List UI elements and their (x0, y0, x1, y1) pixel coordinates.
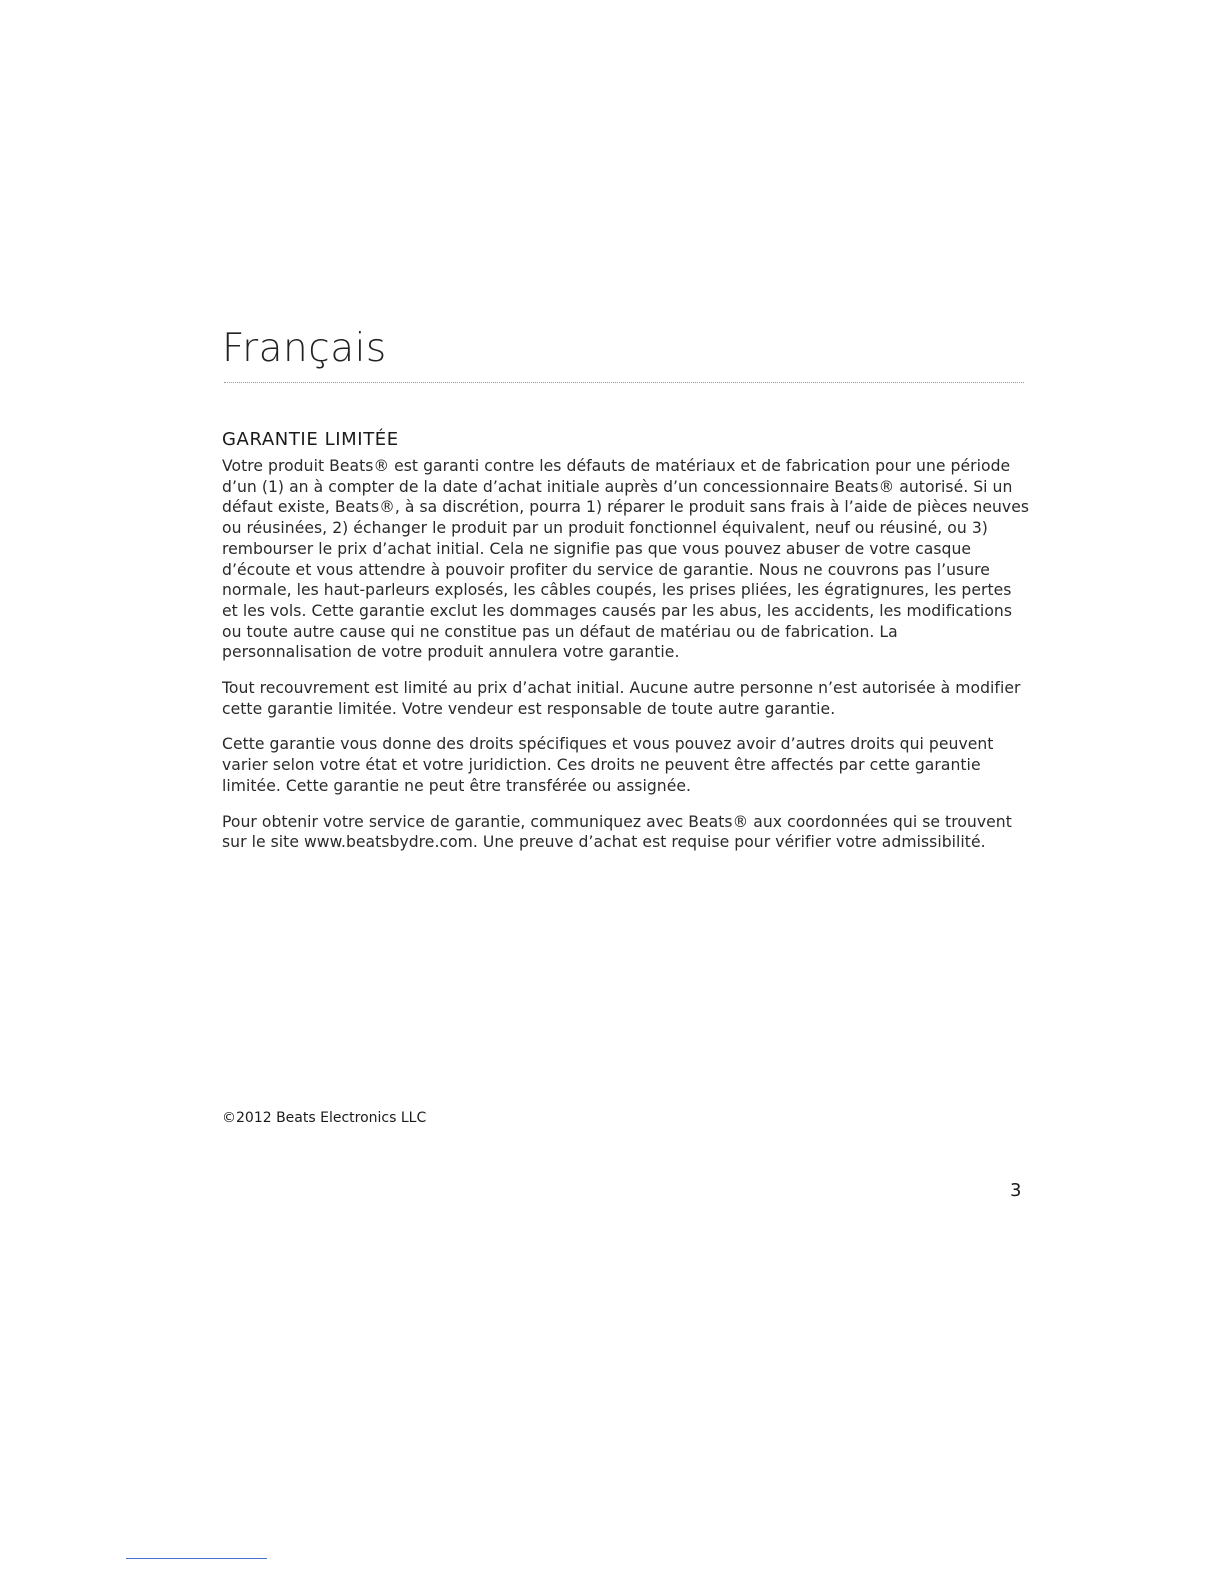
paragraph-recovery-limit: Tout recouvrement est limité au prix d’achat initial. Aucune autre personne n’est autorisée à modifier cette garantie limitée. Votre vendeur est responsable de toute autre garantie. (222, 679, 1021, 718)
page-number: 3 (1010, 1180, 1022, 1201)
title-divider (224, 382, 1024, 383)
footnote-divider (126, 1558, 267, 1559)
paragraph-specific-rights: Cette garantie vous donne des droits spécifiques et vous pouvez avoir d’autres droits qui peuvent varier selon votre état et votre juridiction. Ces droits ne peuvent être affectés par cette garantie limitée. Cette garantie ne peut être transférée ou assignée. (222, 735, 994, 795)
page-title: Français (222, 326, 387, 371)
paragraph-warranty-terms: Votre produit Beats® est garanti contre les défauts de matériaux et de fabrication pour une période d’un (1) an à compter de la date d’achat initiale auprès d’un concessionnaire Beats® autorisé. Si un défaut existe, Beats®, à sa discrétion, pourra 1) réparer le produit sans frais à l’aide de pièces neuves ou réusinées, 2) échanger le produit par un produit fonctionnel équivalent, neuf ou réusiné, ou 3) rembourser le prix d’achat initial. Cela ne signifie pas que vous pouvez abuser de votre casque d’écoute et vous attendre à pouvoir profiter du service de garantie. Nous ne couvrons pas l’usure normale, les haut-parleurs explosés, les câbles coupés, les prises pliées, les égratignures, les pertes et les vols. Cette garantie exclut les dommages causés par les abus, les accidents, les modifications ou toute autre cause qui ne constitue pas un défaut de matériau ou de fabrication. La personnalisation de votre produit annulera votre garantie. (222, 457, 1030, 662)
paragraph-obtain-service: Pour obtenir votre service de garantie, communiquez avec Beats® aux coordonnées qui se trouvent sur le site www.beatsbydre.com. Une preuve d’achat est requise pour vérifier votre admissibilité. (222, 812, 1012, 852)
warranty-section (222, 428, 1030, 868)
copyright-notice: ©2012 Beats Electronics LLC (222, 1110, 427, 1126)
section-heading: GARANTIE LIMITÉE (222, 429, 399, 450)
